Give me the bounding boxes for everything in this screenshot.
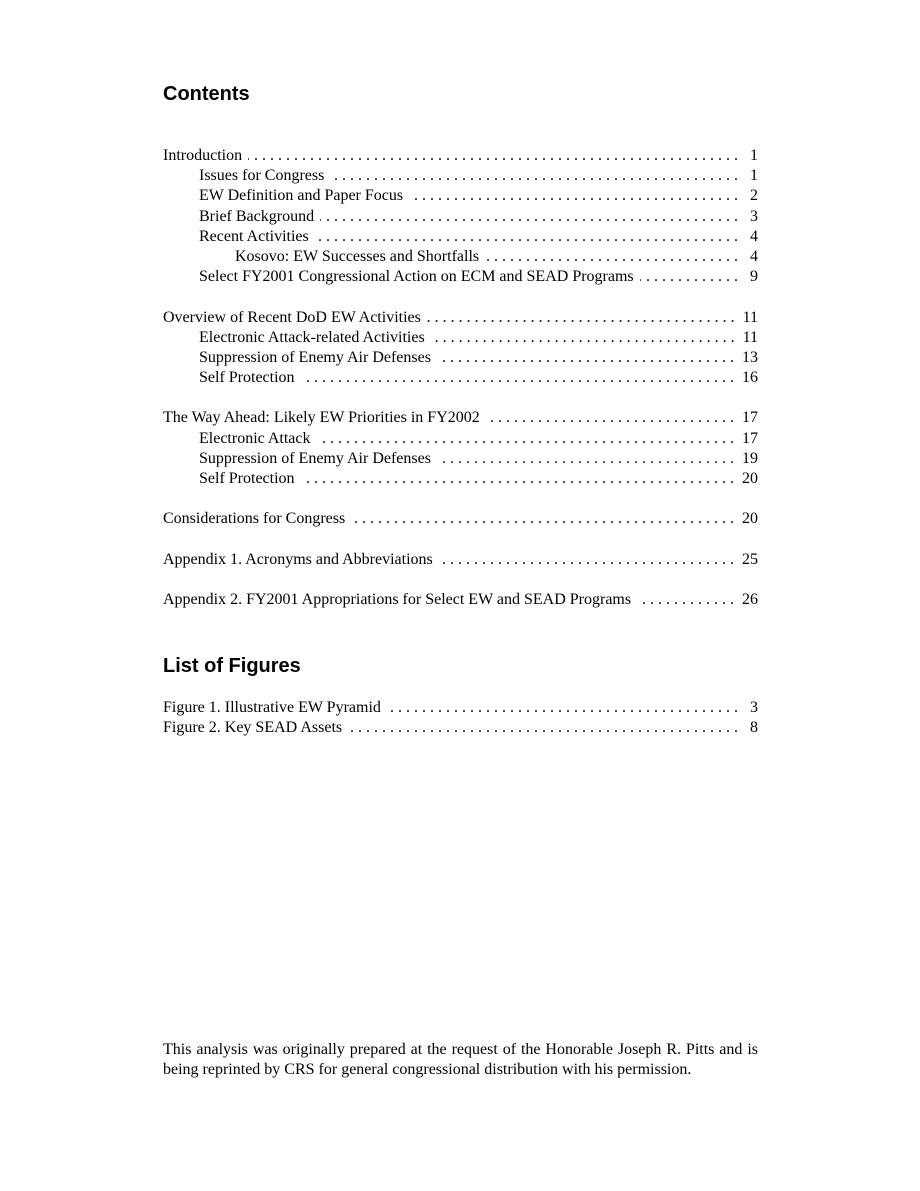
toc-dot-leader: [301, 368, 734, 388]
toc-entry[interactable]: [163, 328, 758, 348]
toc-entry-page: 1: [750, 167, 758, 185]
toc-entry[interactable]: [163, 509, 758, 529]
toc-entry-page: 26: [742, 591, 758, 609]
toc-entry[interactable]: [163, 186, 758, 206]
toc-entry[interactable]: [163, 267, 758, 287]
figure-entry-page: 8: [750, 719, 758, 737]
toc-entry-page: 11: [742, 328, 758, 346]
toc-entry-page: 4: [750, 247, 758, 265]
toc-entry-title: Electronic Attack-related Activities: [199, 328, 431, 348]
toc-entry-page: 17: [742, 409, 758, 427]
toc-entry-title: Self Protection: [199, 469, 301, 489]
contents-list: [163, 146, 758, 610]
toc-dot-leader: [330, 166, 738, 186]
toc-entry[interactable]: [163, 449, 758, 469]
toc-entry-title: Suppression of Enemy Air Defenses: [199, 348, 437, 368]
toc-dot-leader: [315, 227, 738, 247]
toc-dot-leader: [409, 186, 738, 206]
toc-entry[interactable]: [163, 368, 758, 388]
figures-heading: List of Figures: [163, 655, 301, 677]
figure-entry-page: 3: [750, 699, 758, 716]
toc-entry-page: 1: [750, 147, 758, 164]
figure-entry[interactable]: [163, 698, 758, 718]
toc-entry-page: 11: [742, 308, 758, 326]
toc-entry[interactable]: [163, 408, 758, 428]
toc-entry[interactable]: [163, 550, 758, 570]
figure-entry-title: Figure 2. Key SEAD Assets: [163, 718, 348, 738]
toc-dot-leader: [248, 146, 738, 166]
toc-entry-title: Kosovo: EW Successes and Shortfalls: [235, 247, 485, 267]
toc-entry-page: 4: [750, 227, 758, 245]
toc-entry-title: Appendix 1. Acronyms and Abbreviations: [163, 550, 439, 570]
toc-dot-leader: [320, 207, 738, 227]
toc-dot-leader: [439, 550, 734, 570]
toc-entry-title: Appendix 2. FY2001 Appropriations for Select EW and SEAD Programs: [163, 590, 637, 610]
figure-entry[interactable]: [163, 718, 758, 738]
toc-entry-title: Electronic Attack: [199, 429, 317, 449]
toc-dot-leader: [301, 469, 734, 489]
toc-entry-page: 17: [742, 429, 758, 447]
toc-entry-page: 25: [742, 550, 758, 568]
contents-heading: Contents: [163, 83, 250, 105]
toc-dot-leader: [431, 328, 735, 348]
toc-entry[interactable]: [163, 590, 758, 610]
toc-entry-page: 16: [742, 369, 758, 387]
toc-entry-title: Select FY2001 Congressional Action on ECM and SEAD Programs: [199, 267, 640, 287]
toc-dot-leader: [437, 348, 734, 368]
figure-entry-title: Figure 1. Illustrative EW Pyramid: [163, 698, 387, 718]
toc-entry-page: 20: [742, 510, 758, 528]
toc-entry-title: Brief Background: [199, 207, 320, 227]
toc-entry-title: Introduction: [163, 146, 248, 166]
toc-entry-title: Self Protection: [199, 368, 301, 388]
toc-entry-page: 20: [742, 470, 758, 487]
toc-dot-leader: [387, 698, 738, 718]
figures-list: [163, 698, 758, 738]
toc-entry[interactable]: [163, 146, 758, 166]
toc-entry-title: Overview of Recent DoD EW Activities: [163, 308, 427, 328]
toc-entry[interactable]: [163, 227, 758, 247]
distribution-note: This analysis was originally prepared at the request of the Honorable Joseph R. Pitts and is being reprinted by CRS for general congressional distribution with his permission.: [163, 1041, 758, 1079]
toc-entry[interactable]: [163, 469, 758, 489]
toc-dot-leader: [637, 590, 734, 610]
toc-dot-leader: [485, 247, 738, 267]
toc-entry-title: Recent Activities: [199, 227, 315, 247]
toc-entry[interactable]: [163, 207, 758, 227]
toc-entry[interactable]: [163, 308, 758, 328]
toc-entry-page: 3: [750, 207, 758, 225]
toc-entry[interactable]: [163, 429, 758, 449]
toc-entry-page: 19: [742, 449, 758, 467]
toc-entry[interactable]: [163, 348, 758, 368]
toc-entry-page: 9: [750, 268, 758, 286]
toc-dot-leader: [317, 429, 734, 449]
toc-entry-title: EW Definition and Paper Focus: [199, 186, 409, 206]
toc-entry-title: Considerations for Congress: [163, 509, 351, 529]
toc-entry[interactable]: [163, 247, 758, 267]
toc-entry-title: Issues for Congress: [199, 166, 330, 186]
toc-entry-page: 2: [750, 187, 758, 205]
toc-dot-leader: [427, 308, 735, 328]
toc-dot-leader: [348, 718, 738, 738]
toc-dot-leader: [437, 449, 734, 469]
toc-entry-title: Suppression of Enemy Air Defenses: [199, 449, 437, 469]
toc-dot-leader: [640, 267, 738, 287]
toc-entry[interactable]: [163, 166, 758, 186]
toc-entry-title: The Way Ahead: Likely EW Priorities in FY2002: [163, 408, 486, 428]
toc-dot-leader: [351, 509, 734, 529]
toc-entry-page: 13: [742, 348, 758, 366]
toc-dot-leader: [486, 408, 734, 428]
